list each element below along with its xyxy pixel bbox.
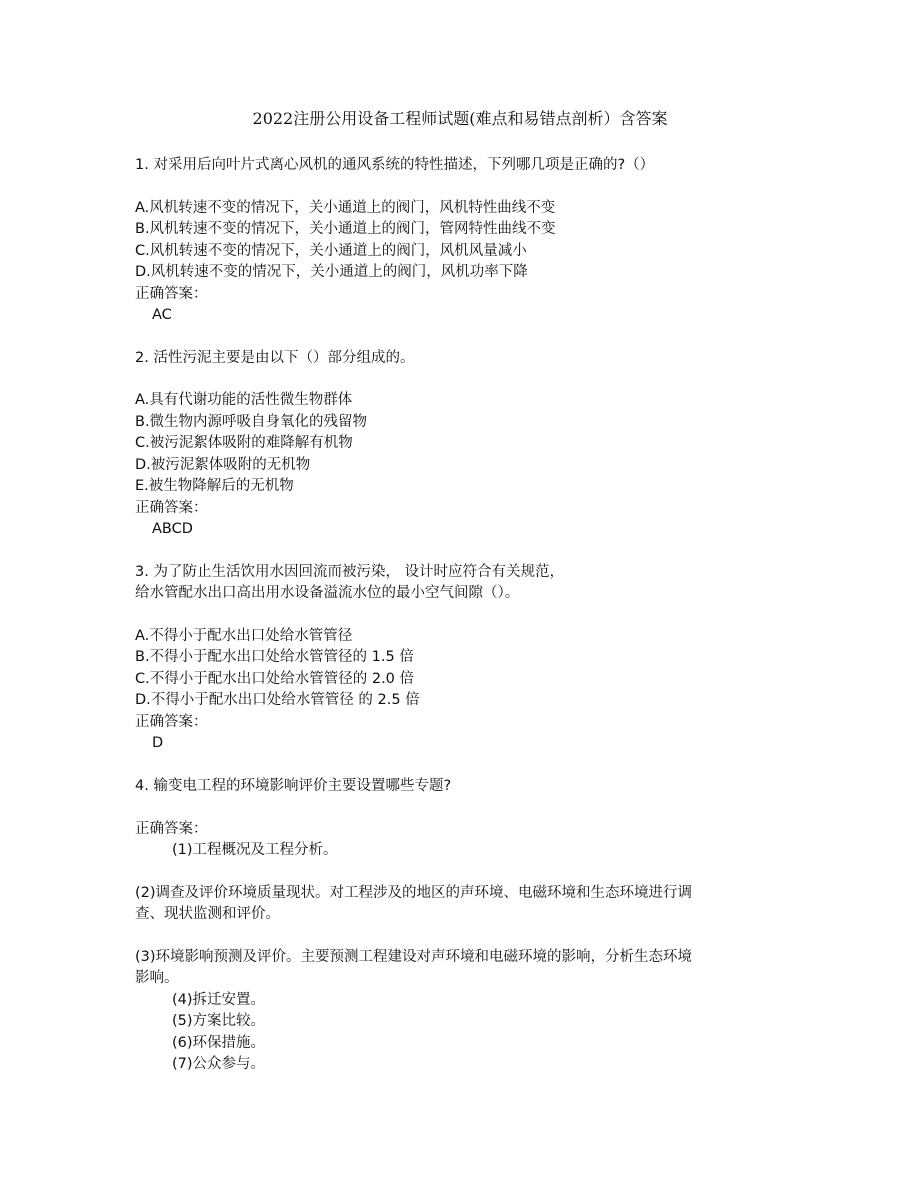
question-1-option-d: D.风机转速不变的情况下，关小通道上的阀门，风机功率下降 [135,264,528,280]
question-4-answer-item-3-line-1: (3)环境影响预测及评价。主要预测工程建设对声环境和电磁环境的影响，分析生态环境 [135,949,693,965]
question-1-option-c: C.风机转速不变的情况下，关小通道上的阀门，风机风量减小 [135,243,527,259]
question-2-option-d: D.被污泥絮体吸附的无机物 [135,457,311,473]
question-4-answer-label: 正确答案： [135,821,208,837]
question-1-answer-label: 正确答案： [135,286,208,302]
question-3-option-d: D.不得小于配水出口处给水管管径 的 2.5 倍 [135,692,420,708]
question-4-answer-item-1: (1)工程概况及工程分析。 [172,842,338,858]
question-2-option-b: B.微生物内源呼吸自身氧化的残留物 [135,414,368,430]
question-2-option-e: E.被生物降解后的无机物 [135,478,294,494]
question-2-option-a: A.具有代谢功能的活性微生物群体 [135,392,353,408]
question-3-stem-line-2: 给水管配水出口高出用水设备溢流水位的最小空气间隙（）。 [135,585,520,601]
question-3-option-a: A.不得小于配水出口处给水管管径 [135,628,353,644]
question-1-option-a: A.风机转速不变的情况下，关小通道上的阀门，风机特性曲线不变 [135,200,556,216]
question-3-answer-label: 正确答案： [135,714,208,730]
question-3-stem-line-1: 3. 为了防止生活饮用水因回流而被污染， 设计时应符合有关规范， [135,564,565,580]
question-1-stem: 1. 对采用后向叶片式离心风机的通风系统的特性描述，下列哪几项是正确的?（） [135,157,655,173]
question-2-stem: 2. 活性污泥主要是由以下（）部分组成的。 [135,350,415,366]
question-4-answer-item-5: (5)方案比较。 [172,1013,266,1029]
question-4-answer-item-2-line-1: (2)调查及评价环境质量现状。对工程涉及的地区的声环境、电磁环境和生态环境进行调 [135,885,693,901]
question-2-option-c: C.被污泥絮体吸附的难降解有机物 [135,435,353,451]
question-3-option-c: C.不得小于配水出口处给水管管径的 2.0 倍 [135,671,415,687]
question-4-stem: 4. 输变电工程的环境影响评价主要设置哪些专题? [135,778,452,794]
question-1-answer: AC [152,307,172,323]
question-4-answer-item-3-line-2: 影响。 [135,970,179,986]
question-4-answer-item-6: (6)环保措施。 [172,1035,266,1051]
question-3-answer: D [152,735,164,751]
question-4-answer-item-2-line-2: 查、现状监测和评价。 [135,906,280,922]
question-4-answer-item-7: (7)公众参与。 [172,1056,266,1072]
document-title: 2022注册公用设备工程师试题(难点和易错点剖析）含答案 [252,109,668,128]
question-2-answer: ABCD [152,521,193,537]
question-3-option-b: B.不得小于配水出口处给水管管径的 1.5 倍 [135,649,414,665]
question-4-answer-item-4: (4)拆迁安置。 [172,992,266,1008]
question-2-answer-label: 正确答案： [135,500,208,516]
question-1-option-b: B.风机转速不变的情况下，关小通道上的阀门，管网特性曲线不变 [135,221,556,237]
